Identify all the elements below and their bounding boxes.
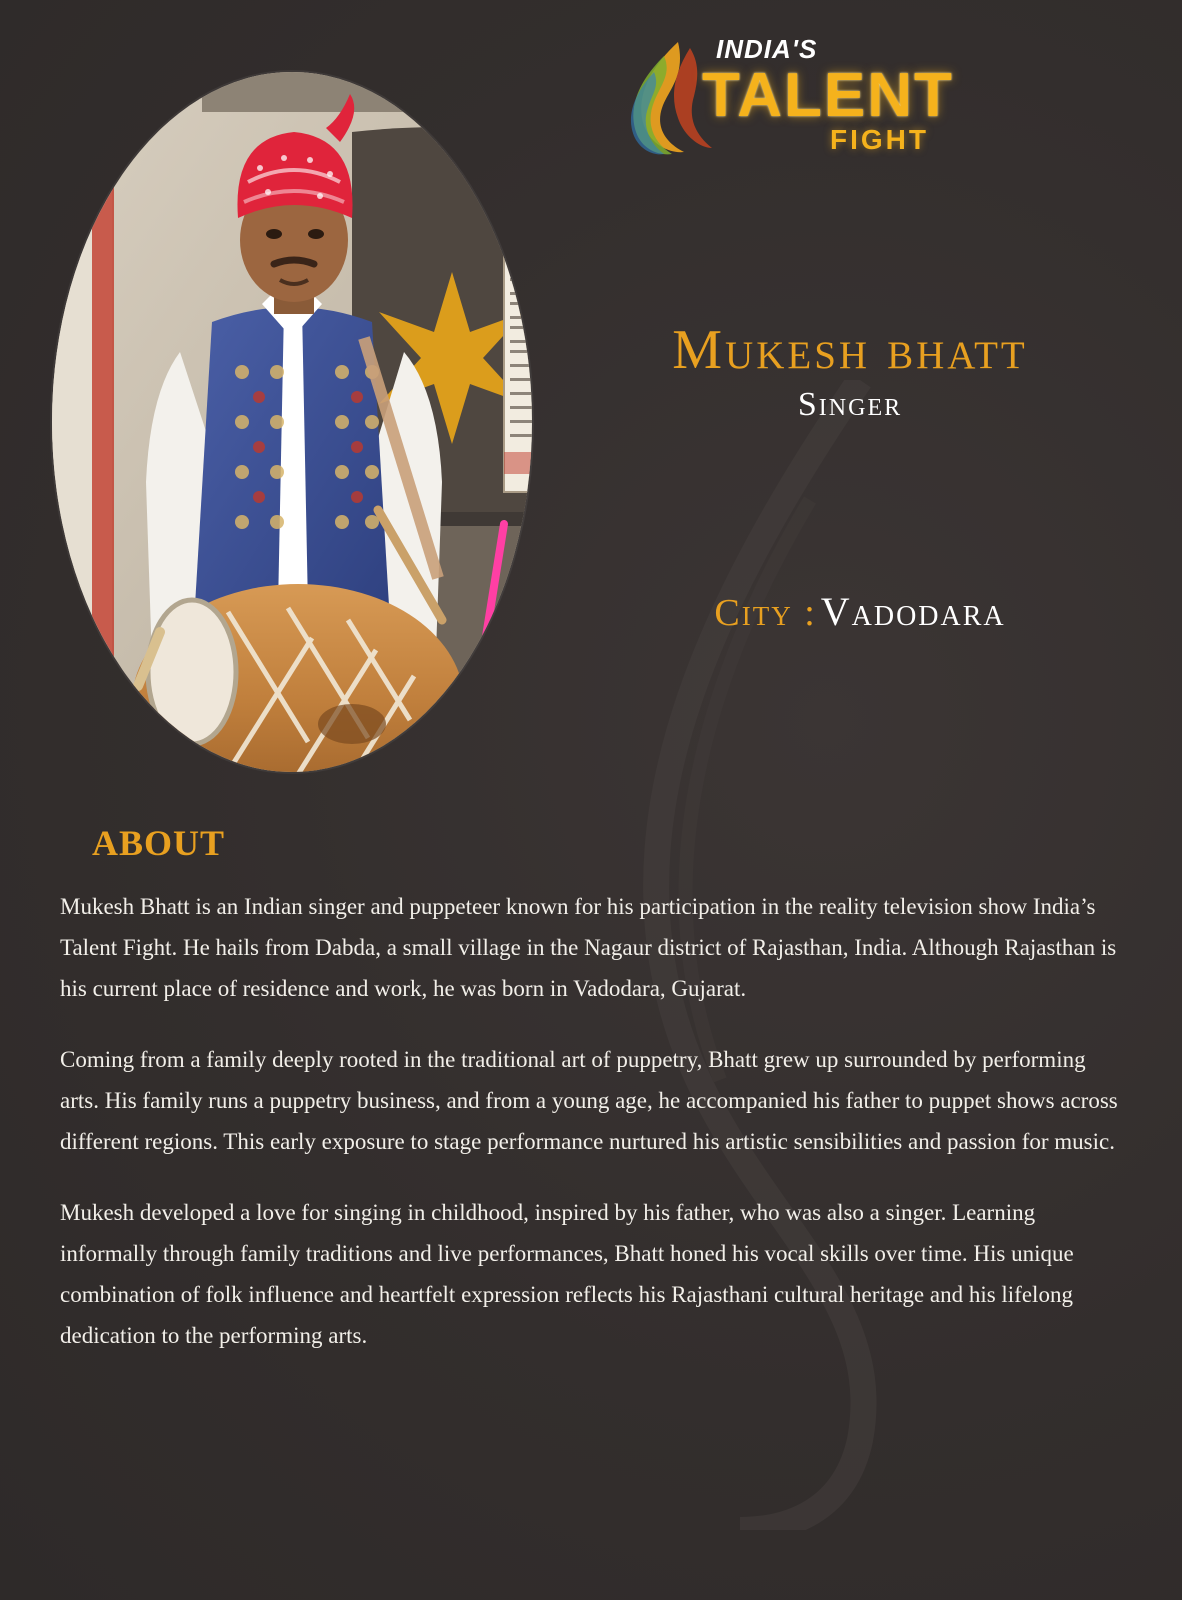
about-paragraph: Mukesh Bhatt is an Indian singer and puppeteer known for his participation in the reality television show India’s Talent Fight. He hails from Dabda, a small village in the Nagaur district of Rajasthan, India. Although Rajasthan is his current place of residence and work, he was born in Vadodara, Gujarat.	[60, 894, 1117, 1001]
logo-line-talent: TALENT	[702, 61, 954, 130]
brand-logo	[620, 28, 954, 168]
artist-role: Singer	[797, 386, 903, 423]
profile-photo-image	[52, 72, 532, 772]
city-label: City :	[714, 592, 817, 634]
city-value: Vadodara	[820, 589, 1006, 634]
logo-line-fight: FIGHT	[830, 124, 929, 155]
about-heading: ABOUT	[92, 823, 226, 863]
logo-line-indias: INDIA'S	[716, 34, 818, 64]
about-paragraph: Coming from a family deeply rooted in the traditional art of puppetry, Bhatt grew up surrounded by performing arts. His family runs a puppetry business, and from a young age, he accompanied his father to puppet shows across different regions. This early exposure to stage performance nurtured his artistic sensibilities and passion for music.	[60, 1047, 1118, 1154]
artist-name: Mukesh bhatt	[672, 319, 1028, 381]
about-body	[60, 886, 1128, 1356]
city-line	[560, 588, 1160, 635]
profile-photo	[52, 72, 532, 772]
about-paragraph: Mukesh developed a love for singing in childhood, inspired by his father, who was also a singer. Learning informally through family traditions and live performances, Bhatt honed his vocal skills over time. His unique combination of folk influence and heartfelt expression reflects his Rajasthani cultural heritage and his lifelong dedication to the performing arts.	[60, 1200, 1074, 1348]
